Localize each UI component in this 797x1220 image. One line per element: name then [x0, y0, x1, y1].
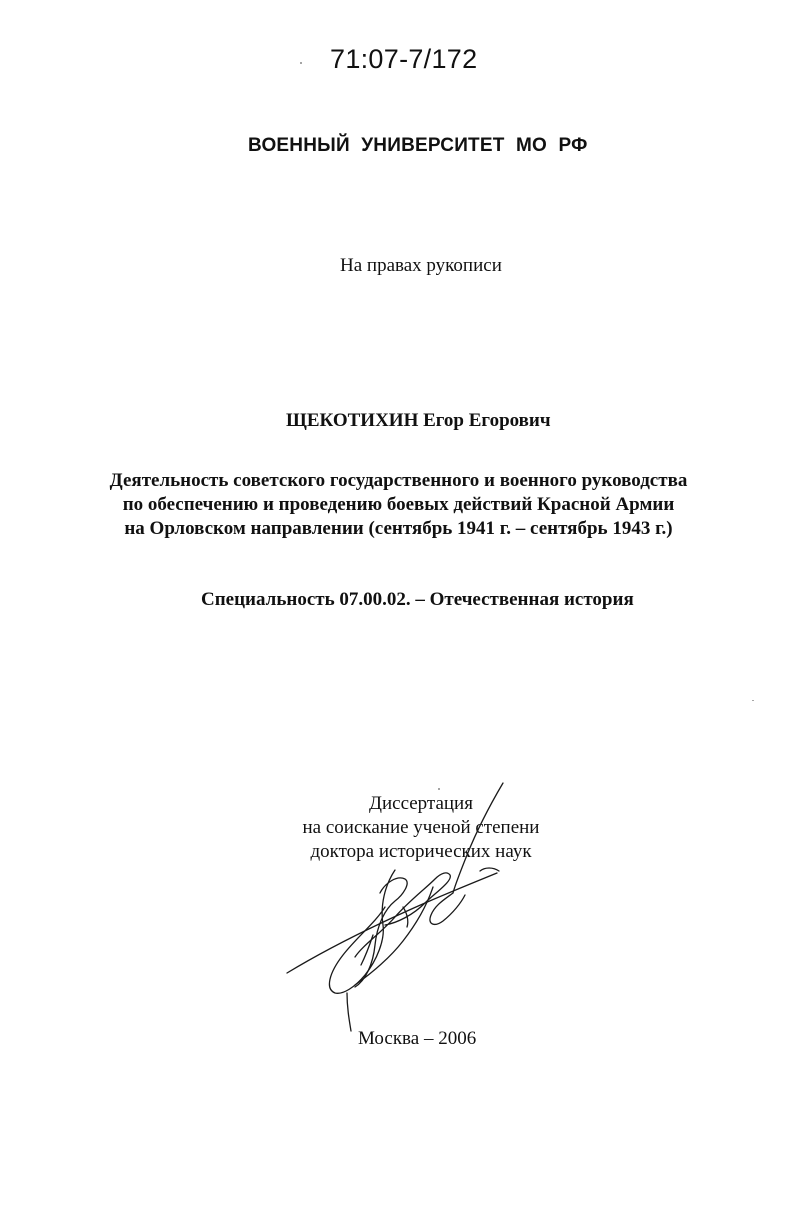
title-line: по обеспечению и проведению боевых действий Красной Армии [122, 494, 675, 515]
scan-speck [752, 700, 754, 701]
scan-speck [438, 788, 440, 790]
author-name: ЩЕКОТИХИН Егор Егорович [286, 410, 551, 431]
degree-line: на соискание ученой степени [302, 817, 540, 838]
degree-line: Диссертация [369, 793, 473, 814]
specialty: Специальность 07.00.02. – Отечественная история [201, 589, 634, 610]
manuscript-note: На правах рукописи [340, 255, 502, 276]
dissertation-title [90, 469, 707, 541]
degree-line: доктора исторических наук [310, 841, 532, 862]
university-name: ВОЕННЫЙ УНИВЕРСИТЕТ МО РФ [248, 135, 588, 156]
title-line: на Орловском направлении (сентябрь 1941 г. – сентябрь 1943 г.) [124, 518, 673, 539]
title-line: Деятельность советского государственного и военного руководства [109, 470, 688, 491]
scan-speck [300, 62, 302, 64]
handwritten-signature [285, 775, 515, 1035]
city-year: Москва – 2006 [358, 1028, 477, 1049]
catalog-number: 71:07-7/172 [330, 44, 478, 74]
